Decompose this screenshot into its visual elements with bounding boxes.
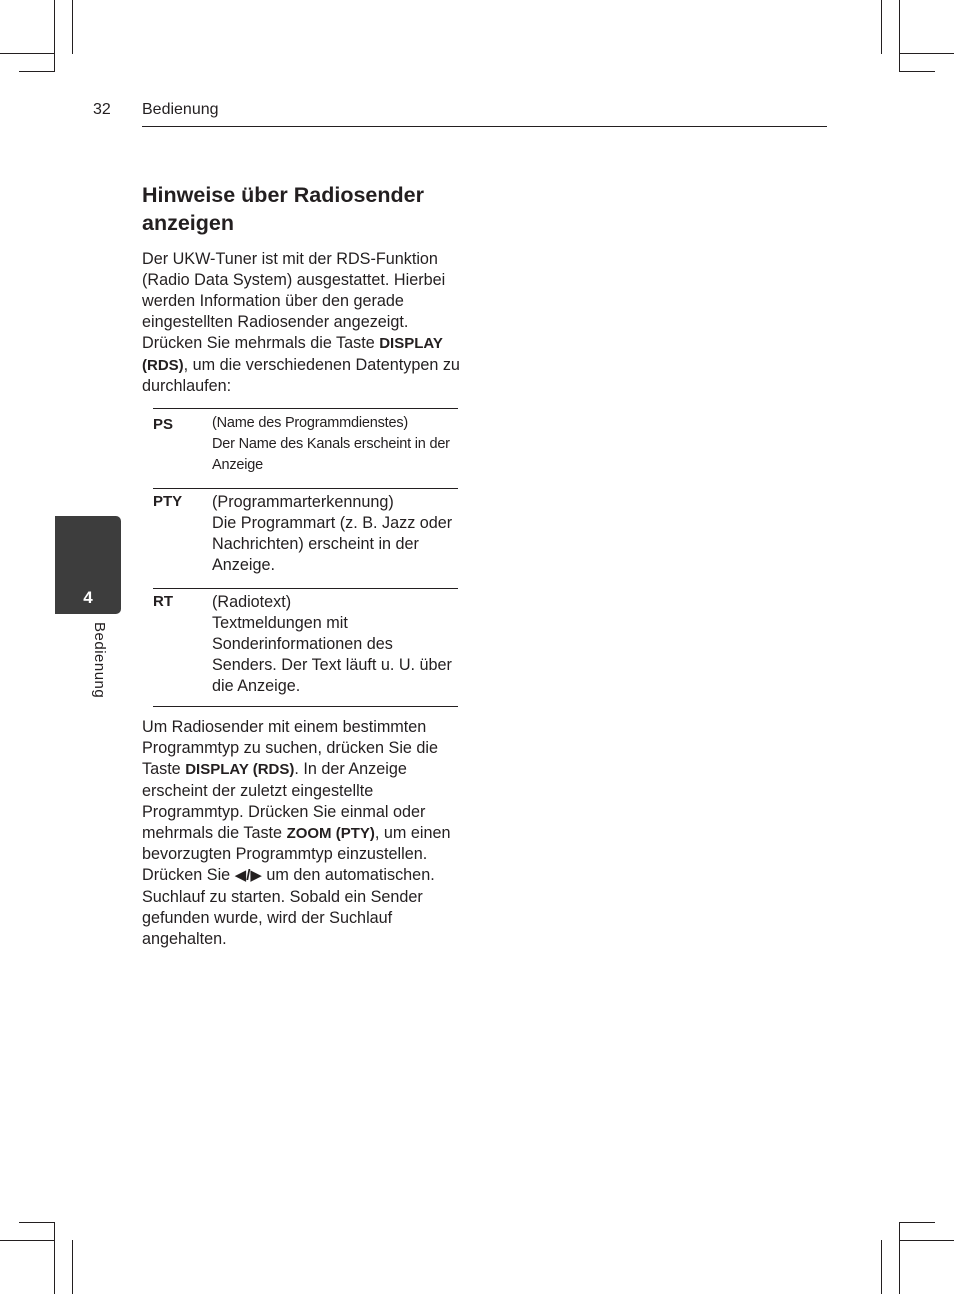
outro-text-1: Um Radiosender mit einem bestimmten Programmtyp zu suchen, drücken Sie die Taste <box>142 718 439 778</box>
row-text: Die Programmart (z. B. Jazz oder Nachrichten) erscheint in der Anzeige. <box>212 513 453 574</box>
zoom-pty-key: ZOOM (PTY) <box>286 824 375 842</box>
chapter-tab <box>55 516 121 614</box>
row-subtitle: (Radiotext) <box>212 593 292 611</box>
rds-data-table <box>153 408 458 707</box>
intro-paragraph <box>142 249 472 397</box>
row-key: RT <box>153 593 173 610</box>
display-rds-key: DISPLAY (RDS) <box>142 334 443 374</box>
left-right-arrows-icon: ◀/▶ <box>234 867 262 885</box>
section-title: Hinweise über Radiosender anzeigen <box>142 183 424 235</box>
row-key: PS <box>153 416 174 433</box>
row-subtitle: (Programmarterkennung) <box>212 493 394 511</box>
header-rule <box>142 126 827 127</box>
row-subtitle: (Name des Programmdienstes) <box>212 415 409 431</box>
row-description <box>212 409 458 476</box>
row-text: Der Name des Kanals erscheint in der Anzeige <box>212 436 450 473</box>
intro-text-1: Der UKW-Tuner ist mit der RDS-Funktion (Radio Data System) ausgestattet. Hierbei werden Information über den gerade eingestellten Radiosender angezeigt. Drücken Sie mehrmals die Taste <box>142 250 446 352</box>
outro-text-2: . In der Anzeige erscheint der zuletzt eingestellte Programmtyp. Drücken Sie einmal oder mehrmals die Taste <box>142 759 426 842</box>
pty-search-paragraph <box>142 717 472 950</box>
table-row-ps <box>153 409 458 489</box>
row-text: Textmeldungen mit Sonderinformationen des Senders. Der Text läuft u. U. über die Anzeige. <box>212 613 452 695</box>
outro-text-3: , um einen bevorzugten Programmtyp einzustellen. Drücken Sie <box>142 823 451 885</box>
chapter-number: 4 <box>83 588 93 607</box>
display-rds-key: DISPLAY (RDS) <box>185 760 295 778</box>
row-key: PTY <box>153 493 183 510</box>
row-description <box>212 489 458 576</box>
outro-text-4: um den automatischen. Suchlauf zu starten. Sobald ein Sender gefunden wurde, wird der Suchlauf angehalten. <box>142 866 435 949</box>
table-row-rt <box>153 589 458 707</box>
table-row-pty <box>153 489 458 589</box>
page-number: 32 <box>93 101 111 118</box>
row-description <box>212 589 458 697</box>
running-header: Bedienung <box>142 101 219 118</box>
chapter-tab-label: Bedienung <box>91 622 108 699</box>
intro-text-2: , um die verschiedenen Datentypen zu durchlaufen: <box>142 355 460 396</box>
